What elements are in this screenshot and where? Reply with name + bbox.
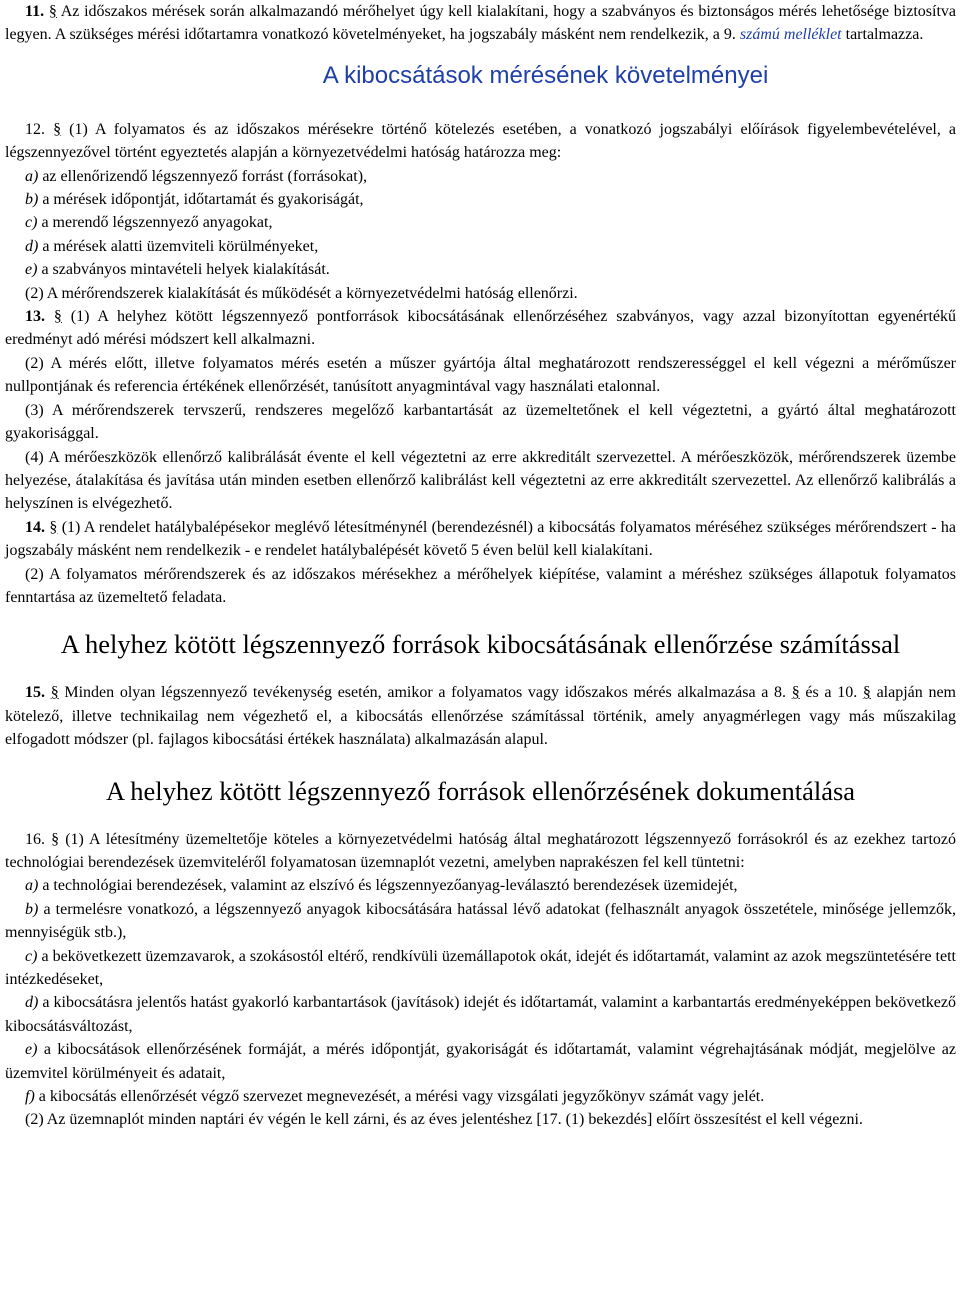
section-number: 12.: [25, 120, 45, 138]
list-item-text: a kibocsátások ellenőrzésének formáját, a mérés időpontját, gyakoriságát és időtartamát, valamint végrehajtásának módját, megjelölve az üzemvitel körülményeit és adatait,: [5, 1041, 956, 1082]
paragraph-15: [5, 681, 956, 751]
list-letter: f): [25, 1088, 35, 1106]
list-item-text: a merendő légszennyező anyagokat,: [37, 214, 273, 232]
paragraph-text: Minden olyan légszennyező tevékenység esetén, amikor a folyamatos vagy időszakos mérés alkalmazása a 8.: [58, 684, 792, 702]
paragraph-text: (1) A rendelet hatálybalépésekor meglévő létesítménynél (berendezésnél) a kibocsátás folyamatos méréséhez szükséges mérőrendszert - ha jogszabály másként nem rendelkezik - e rendelet hatálybalépését követő 5 éven belül kell kialakítani.: [5, 518, 957, 560]
list-item-text: a kibocsátásra jelentős hatást gyakorló karbantartások (javítások) idejét és időtartamát, valamint a karbantartás eredményeképpen bekövetkező kibocsátásváltozást,: [5, 994, 956, 1035]
list-letter: c): [25, 947, 38, 965]
section-number: 13.: [25, 308, 45, 326]
section-number: 16.: [25, 830, 45, 848]
paragraph-13-2: (2) A mérés előtt, illetve folyamatos mérés esetén a műszer gyártója által meghatározott rendszerességgel el kell végezni a mérőműszer nullpontjának és referencia értékének ellenőrzését, tanúsított anyagmintával vagy használati etalonnal.: [5, 354, 956, 396]
list-item-text: a szabványos mintavételi helyek kialakítását.: [37, 261, 330, 279]
list-item: [5, 235, 956, 258]
list-item-text: a bekövetkezett üzemzavarok, a szokásostól eltérő, rendkívüli üzemállapotok okát, idejét és időtartamát, valamint az azok megszüntetésére tett intézkedéseket,: [5, 947, 956, 988]
section-link[interactable]: §: [53, 120, 62, 138]
list-item: [5, 898, 956, 945]
section-link[interactable]: §: [53, 308, 62, 326]
paragraph-text: (1) A helyhez kötött légszennyező pontforrások kibocsátásának ellenőrzéséhez szabványos, vagy azzal bizonyítottan egyenértékű eredményt adó mérési módszert kell alkalmazni.: [5, 308, 957, 349]
paragraph-11: [5, 0, 956, 47]
paragraph-text: tartalmazza.: [841, 26, 924, 44]
section-number: 11.: [25, 3, 45, 20]
list-item: [5, 211, 956, 234]
paragraph-16-1: [5, 828, 956, 875]
list-item-text: a technológiai berendezések, valamint az elszívó és légszennyezőanyag-leválasztó berendezések üzemidejét,: [38, 877, 738, 895]
section-number: 15.: [25, 684, 45, 702]
paragraph-14-1: [5, 516, 956, 563]
list-item-text: a termelésre vonatkozó, a légszennyező anyagok kibocsátására hatással lévő adatokat (felhasznált anyagok összetétele, minősége jellemzők, mennyiségük stb.),: [5, 900, 956, 942]
list-letter: c): [25, 214, 38, 232]
list-item: [5, 188, 956, 211]
annex-reference-link[interactable]: számú melléklet: [739, 26, 842, 44]
section-link[interactable]: §: [791, 684, 800, 702]
section-heading: A helyhez kötött légszennyező források ellenőrzésének dokumentálása: [105, 775, 856, 806]
paragraph-14-2: (2) A folyamatos mérőrendszerek és az időszakos mérésekhez a mérőhelyek kiépítése, valamint a méréshez szükséges állapotuk folyamatos fenntartása az üzemeltető feladata.: [5, 565, 956, 606]
paragraph-13-3: (3) A mérőrendszerek tervszerű, rendszeres megelőző karbantartását az üzemeltetőnek el kell végeztetni, a gyártó által meghatározott gyakorisággal.: [5, 401, 956, 443]
section-link[interactable]: §: [51, 830, 60, 848]
list-letter: e): [25, 1041, 38, 1059]
list-item: [5, 945, 956, 992]
list-item: [5, 165, 956, 188]
list-item-text: a mérések időpontját, időtartamát és gyakoriságát,: [38, 191, 364, 209]
paragraph-text: alapján nem kötelező, illetve technikailag nem végezhető el, a kibocsátás ellenőrzése számítással történik, amely anyagmérlegen vagy más műszakilag elfogadott módszer (pl. fajlagos kibocsátási értékek használata) alkalmazásán alapul.: [5, 684, 957, 749]
paragraph-text: Az időszakos mérések során alkalmazandó mérőhelyet úgy kell kialakítani, hogy a szabványos és biztonságos mérés lehetősége biztosítva legyen. A szükséges mérési időtartamra vonatkozó követelményeket, ha jogszabály másként nem rendelkezik, a 9.: [5, 3, 956, 44]
list-letter: d): [25, 237, 39, 255]
list-letter: b): [25, 191, 39, 209]
list-letter: e): [25, 261, 38, 279]
list-letter: b): [25, 900, 39, 918]
section-heading: A helyhez kötött légszennyező források kibocsátásának ellenőrzése számítással: [60, 629, 901, 660]
list-item: [5, 991, 956, 1038]
paragraph-text: és a 10.: [799, 684, 863, 702]
section-heading: A kibocsátások mérésének követelményei: [322, 61, 769, 89]
paragraph-13-4: (4) A mérőeszközök ellenőrző kalibrálását évente el kell végeztetni az erre akkreditált szervezettel. A mérőeszközök, mérőrendszerek üzembe helyezése, átalakítása és javítása után minden esetben ellenőrző kalibrálást kell végeztetni az erre akkreditált szervezettel. Az ellenőrző kalibrálás a helyszínen is elvégezhető.: [5, 448, 956, 513]
list-item-text: a mérések alatti üzemviteli körülményeket,: [38, 237, 319, 255]
list-item: [5, 1085, 956, 1108]
paragraph-12-1: [5, 118, 956, 165]
paragraph-text: (1) A folyamatos és az időszakos mérésekre történő kötelezés esetében, a vonatkozó jogszabályi előírások figyelembevételével, a légszennyezővel történt egyeztetés alapján a környezetvédelmi hatóság határozza meg:: [5, 120, 957, 162]
section-link[interactable]: §: [50, 684, 59, 702]
section-link[interactable]: §: [49, 518, 58, 536]
list-letter: a): [25, 167, 39, 185]
paragraph-text: (1) A létesítmény üzemeltetője köteles a környezetvédelmi hatóság által meghatározott légszennyező forrásokról és az ezekhez tartozó technológiai berendezések üzemviteléről folyamatosan üzemnaplót vezetni, amelyben naprakészen fel kell tüntetni:: [5, 830, 957, 871]
section-link[interactable]: §: [862, 684, 871, 702]
paragraph-12-2: (2) A mérőrendszerek kialakítását és működését a környezetvédelmi hatóság ellenőrzi.: [25, 284, 578, 302]
list-letter: d): [25, 994, 39, 1012]
list-item: [5, 1038, 956, 1085]
section-link[interactable]: §: [48, 3, 57, 20]
list-item: [5, 258, 956, 281]
list-item-text: a kibocsátás ellenőrzését végző szervezet megnevezését, a mérési vagy vizsgálati jegyzőkönyv számát vagy jelét.: [34, 1088, 765, 1106]
list-item-text: az ellenőrizendő légszennyező forrást (forrásokat),: [38, 167, 368, 185]
paragraph-13-1: [5, 305, 956, 352]
list-letter: a): [25, 877, 39, 895]
section-number: 14.: [25, 518, 45, 536]
list-item: [5, 874, 956, 897]
paragraph-16-2: (2) Az üzemnaplót minden naptári év végén le kell zárni, és az éves jelentéshez [17. (1) bekezdés] előírt összesítést el kell végezni.: [25, 1111, 863, 1129]
